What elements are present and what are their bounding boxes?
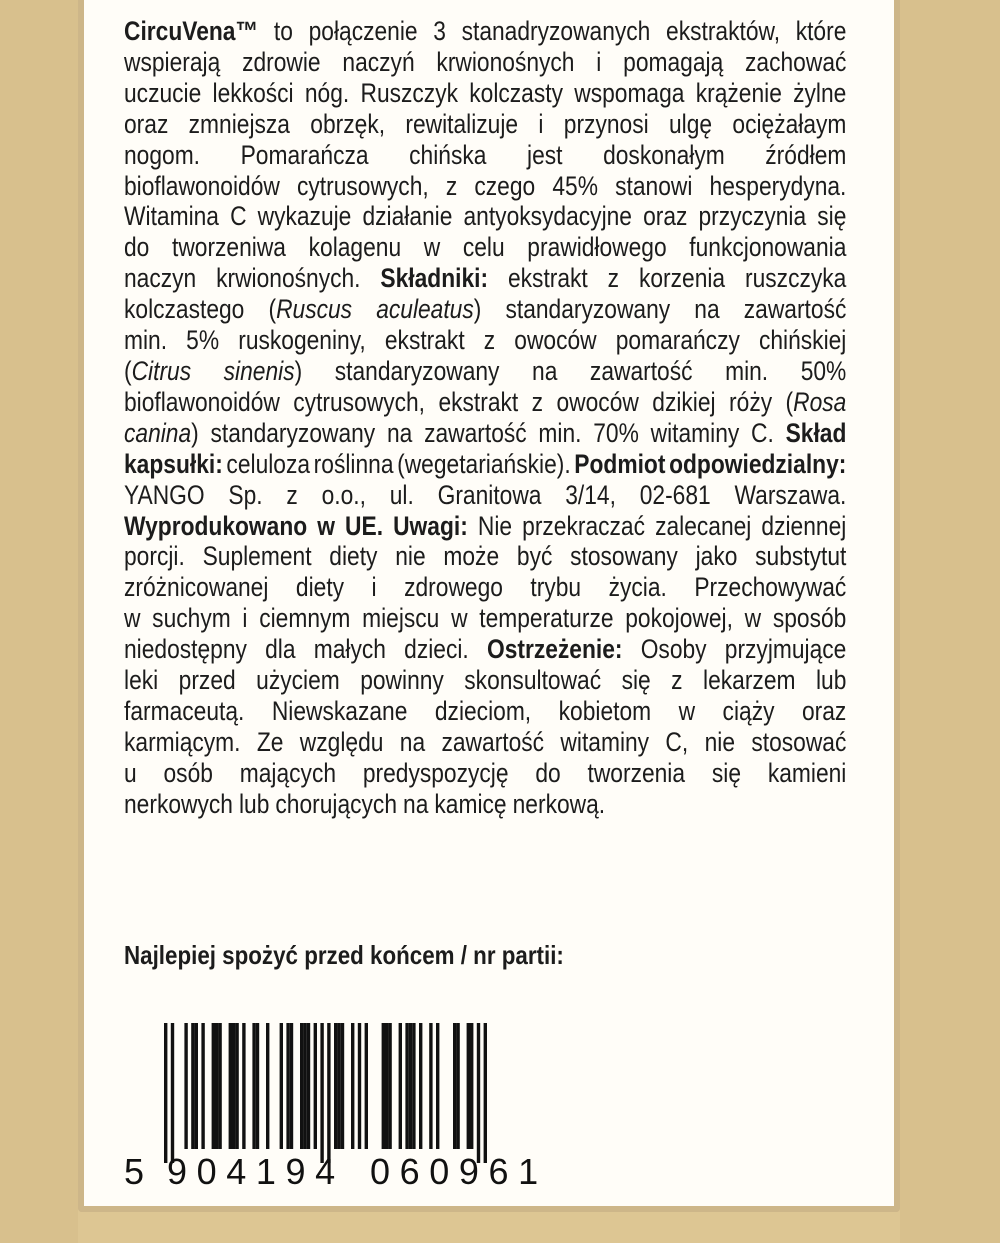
text-line	[124, 789, 846, 820]
text-line	[124, 356, 846, 387]
barcode-bar	[388, 1023, 391, 1149]
barcode-bar	[290, 1023, 293, 1149]
text-word: Niewskazane	[271, 695, 408, 726]
barcode-bar	[215, 1023, 218, 1149]
text-word: przekraczać	[522, 510, 645, 541]
text-word: kolczastego	[124, 294, 245, 325]
text-word: leki	[124, 665, 159, 696]
text-word: zmniejsza	[188, 108, 290, 139]
barcode-number	[124, 1151, 554, 1201]
text-word: u	[124, 757, 137, 788]
text-line	[124, 171, 846, 202]
text-line	[124, 109, 846, 140]
text-word: pokojowej,	[625, 603, 733, 634]
text-word: (	[268, 294, 277, 325]
text-word: standaryzowany	[210, 417, 376, 448]
text-word: w	[451, 603, 468, 634]
text-word: stanowi	[615, 170, 693, 201]
text-word: względu	[299, 726, 384, 757]
text-word: kobietom	[558, 695, 652, 726]
text-word: diety	[295, 572, 345, 603]
text-line	[124, 511, 846, 542]
text-word: do	[124, 232, 150, 263]
barcode-bar	[327, 1023, 330, 1163]
text-word: ruskogeniny,	[238, 325, 366, 356]
text-word: dzieciom,	[434, 695, 532, 726]
text-word: 02-681	[639, 479, 711, 510]
text-line	[124, 263, 846, 294]
text-word: Skład	[785, 417, 847, 448]
text-word: Suplement	[202, 541, 312, 572]
barcode-bar	[409, 1023, 412, 1149]
text-line	[124, 294, 846, 325]
text-word: C	[230, 201, 247, 232]
text-word: naczyń	[342, 46, 415, 77]
text-word: Citrus	[131, 355, 192, 386]
text-word: czego	[474, 170, 536, 201]
text-word: )	[294, 355, 303, 386]
text-line	[124, 727, 846, 758]
text-line	[124, 418, 846, 449]
barcode-bar	[201, 1023, 204, 1149]
barcode-bar	[334, 1023, 337, 1149]
text-word: krwionośnych	[436, 46, 575, 77]
barcode-bar	[307, 1023, 310, 1149]
barcode-bar	[218, 1023, 221, 1149]
text-word: przynosi	[563, 108, 649, 139]
text-word: Granitowa	[437, 479, 542, 510]
text-word: witaminy	[650, 417, 740, 448]
text-word: się	[621, 665, 651, 696]
text-line	[124, 232, 846, 263]
barcode-bar	[470, 1023, 473, 1149]
barcode-right-group: 060961	[370, 1151, 548, 1192]
text-word: nogom.	[124, 139, 201, 170]
text-word: predyspozycję	[362, 757, 509, 788]
barcode-bar	[412, 1023, 415, 1149]
barcode-bar	[456, 1023, 459, 1149]
text-word: YANGO	[124, 479, 205, 510]
text-word: z	[531, 386, 544, 417]
barcode-bar	[232, 1023, 235, 1149]
text-word: doskonałym	[603, 139, 725, 170]
text-word: przed	[178, 665, 236, 696]
text-word: stosować	[751, 726, 847, 757]
text-word: niedostępny	[124, 634, 247, 665]
text-word: kapsułki:	[124, 448, 223, 479]
text-word: które	[795, 16, 847, 46]
barcode-bar	[467, 1023, 470, 1149]
text-word: Ruszczyk	[360, 77, 459, 108]
text-word: pomagają	[623, 46, 724, 77]
text-word: Ostrzeżenie:	[486, 634, 623, 665]
text-word: (	[785, 386, 794, 417]
text-word: cytrusowych,	[293, 386, 425, 417]
text-word: C.	[751, 417, 774, 448]
text-line	[124, 325, 846, 356]
barcode-bar	[320, 1023, 323, 1163]
text-word: 45%	[552, 170, 598, 201]
text-word: celu	[462, 232, 505, 263]
text-word: ciąży	[722, 695, 775, 726]
text-word	[224, 356, 303, 387]
text-word: w	[678, 695, 696, 726]
text-word: się	[817, 201, 847, 232]
barcode-bar	[436, 1023, 439, 1149]
text-word: i	[371, 572, 377, 603]
text-line	[124, 696, 846, 727]
text-word: Rosa	[793, 386, 847, 417]
text-word: chorujących	[275, 788, 398, 819]
text-word: oraz	[643, 201, 688, 232]
barcode-bar	[256, 1023, 259, 1149]
barcode-bar	[405, 1023, 408, 1149]
text-word: Uwagi:	[393, 510, 468, 541]
barcode-bar	[358, 1023, 361, 1149]
text-word: krążenie	[695, 77, 782, 108]
text-word: nerkową.	[512, 788, 606, 819]
barcode-bar	[382, 1023, 385, 1149]
text-word: na	[532, 355, 558, 386]
best-before-label: Najlepiej spożyć przed końcem / nr partii:	[124, 940, 564, 970]
text-word: witaminy	[560, 726, 650, 757]
text-word	[376, 294, 481, 325]
text-word: żylne	[793, 77, 847, 108]
text-word: rewitalizuje	[405, 108, 519, 139]
text-word: może	[443, 541, 500, 572]
text-word: hesperydyna.	[709, 170, 847, 201]
product-description	[124, 16, 846, 820]
text-word: z	[607, 263, 620, 294]
text-word: zawartość	[441, 726, 545, 757]
text-word: sposób	[772, 603, 847, 634]
text-word: karmiącym.	[124, 726, 241, 757]
text-word: pomarańczy	[615, 325, 740, 356]
barcode-bar	[351, 1023, 354, 1149]
text-word: standaryzowany	[334, 355, 500, 386]
text-word: standaryzowany	[505, 294, 671, 325]
barcode-bar	[399, 1023, 402, 1149]
text-word: farmaceutą.	[124, 695, 245, 726]
barcode-bar	[341, 1023, 344, 1149]
text-line	[124, 449, 846, 480]
text-word: dzikiej	[652, 386, 716, 417]
text-word: chińska	[409, 139, 487, 170]
barcode-bar	[300, 1023, 303, 1149]
text-word: zdrowie	[242, 46, 321, 77]
barcode-bar	[191, 1023, 194, 1149]
barcode-bars	[124, 1023, 554, 1163]
text-word: na	[694, 294, 720, 325]
text-line	[124, 665, 846, 696]
text-line	[124, 541, 846, 572]
text-word: z	[671, 665, 683, 696]
barcode-bar	[171, 1023, 174, 1163]
text-word: połączenie	[308, 16, 418, 46]
text-word: kamieni	[767, 757, 847, 788]
text-word: ulgę	[668, 108, 713, 139]
text-word	[124, 356, 191, 387]
text-word: Wyprodukowano	[124, 510, 308, 541]
text-word: zawartość	[589, 355, 693, 386]
barcode	[124, 1023, 554, 1193]
text-word: na	[386, 417, 413, 448]
barcode-bar	[303, 1023, 306, 1149]
text-word: Ruscus	[276, 294, 353, 325]
text-word: Ze	[256, 726, 284, 757]
text-word: min.	[725, 355, 769, 386]
text-word: na	[399, 726, 426, 757]
text-word: użyciem	[256, 665, 340, 696]
barcode-left-group: 904194	[167, 1151, 345, 1192]
text-word: do	[535, 757, 561, 788]
text-word: korzenia	[638, 263, 726, 294]
barcode-bar	[314, 1023, 317, 1149]
text-word: Warszawa.	[734, 479, 847, 510]
text-word: w	[317, 510, 335, 541]
text-word: ociężałaym	[732, 108, 847, 139]
text-word: )	[473, 294, 482, 325]
text-word: roślinna	[313, 448, 394, 479]
text-word: 3/14,	[565, 479, 616, 510]
text-word: powinny	[360, 665, 444, 696]
barcode-bar	[184, 1023, 187, 1149]
text-word: Pomarańcza	[240, 139, 369, 170]
text-word: lekarzem	[703, 665, 796, 696]
text-word: Sp.	[228, 479, 263, 510]
text-word: 5%	[186, 325, 220, 356]
text-word: ekstrakt	[507, 263, 588, 294]
text-word: mających	[239, 757, 337, 788]
text-word: naczyn	[124, 263, 197, 294]
text-line	[124, 16, 846, 47]
text-word: substytut	[755, 541, 847, 572]
text-word	[124, 418, 199, 449]
text-word: tworzenia	[587, 757, 686, 788]
text-word: i	[242, 603, 248, 634]
text-word: lub	[238, 788, 270, 819]
text-word	[786, 387, 847, 418]
text-word: uczucie	[124, 77, 202, 108]
text-word: być	[516, 541, 553, 572]
text-word: działanie	[362, 201, 453, 232]
text-word: przyjmujące	[724, 634, 847, 665]
text-line	[124, 201, 846, 232]
barcode-bar	[164, 1023, 167, 1163]
text-word: na	[403, 788, 429, 819]
text-line	[124, 603, 846, 634]
text-word: jest	[527, 139, 563, 170]
text-word: bioflawonoidów	[124, 386, 280, 417]
text-word: wspierają	[124, 46, 221, 77]
product-label	[78, 0, 900, 1212]
barcode-bar	[385, 1023, 388, 1149]
text-word: bioflawonoidów	[124, 170, 280, 201]
text-word: stosowany	[570, 541, 678, 572]
text-word: dzieci.	[404, 634, 469, 665]
text-word: przyczynia	[698, 201, 807, 232]
text-word: zawartość	[424, 417, 527, 448]
text-word: i	[596, 46, 602, 77]
text-word: owoców	[556, 386, 639, 417]
text-word: lub	[815, 665, 847, 696]
text-word: źródłem	[765, 139, 847, 170]
text-word: Nie	[477, 510, 513, 541]
text-word	[268, 294, 352, 325]
text-word: 50%	[800, 355, 847, 386]
barcode-bar	[286, 1023, 289, 1149]
text-word: osób	[163, 757, 213, 788]
text-word: życia.	[608, 572, 667, 603]
barcode-bar	[337, 1023, 340, 1149]
text-word: Podmiot	[574, 448, 666, 479]
text-word: porcji.	[124, 541, 185, 572]
text-word: ekstraktów,	[666, 16, 781, 46]
text-word: o.o.,	[321, 479, 366, 510]
barcode-bar	[365, 1023, 368, 1149]
text-word: suchym	[152, 603, 231, 634]
barcode-bar	[212, 1023, 215, 1149]
text-word: zdrowego	[404, 572, 503, 603]
text-word: min.	[124, 325, 168, 356]
text-word: trybu	[530, 572, 582, 603]
packaging-edge-left	[0, 0, 78, 1243]
text-word: dla	[265, 634, 296, 665]
text-word: w	[124, 603, 141, 634]
text-word: funkcjonowania	[689, 232, 847, 263]
text-word: chińskiej	[758, 325, 847, 356]
text-word: małych	[313, 634, 386, 665]
text-word: kamicę	[434, 788, 507, 819]
text-word: w	[423, 232, 441, 263]
barcode-bar	[453, 1023, 456, 1149]
packaging-edge-right	[900, 0, 1000, 1243]
text-word: celuloza	[226, 448, 311, 479]
text-word: oraz	[801, 695, 847, 726]
text-word: zróżnicowanej	[124, 572, 269, 603]
text-word: z	[286, 479, 298, 510]
text-word: nerkowych	[124, 788, 233, 819]
barcode-bar	[429, 1023, 432, 1149]
text-word: (wegetariańskie).	[397, 448, 571, 479]
text-word: Witamina	[124, 201, 219, 232]
text-word: róży	[729, 386, 773, 417]
barcode-bar	[266, 1023, 269, 1149]
text-word: min.	[538, 417, 582, 448]
text-word: z	[483, 325, 496, 356]
text-word: prawidłowego	[527, 232, 667, 263]
text-word: (	[124, 355, 132, 386]
text-word: w	[744, 603, 762, 634]
text-word: ekstrakt	[438, 386, 519, 417]
text-word: aculeatus	[376, 294, 474, 325]
text-word: canina	[124, 417, 192, 448]
text-word: wykazuje	[257, 201, 352, 232]
text-word: ciemnym	[259, 603, 351, 634]
text-line	[124, 572, 846, 603]
text-line	[124, 634, 846, 665]
barcode-first-digit: 5	[124, 1151, 145, 1192]
text-word: krwionośnych.	[216, 263, 361, 294]
text-word: 70%	[593, 417, 639, 448]
text-word: to	[273, 16, 293, 46]
barcode-bar	[229, 1023, 232, 1149]
text-word: obrzęk,	[310, 108, 386, 139]
text-word: z	[445, 170, 458, 201]
text-word: miejscu	[362, 603, 440, 634]
text-line	[124, 78, 846, 109]
text-word: Osoby	[640, 634, 707, 665]
text-word: owoców	[514, 325, 597, 356]
text-word: oraz	[124, 108, 169, 139]
barcode-bar	[242, 1023, 245, 1149]
text-word: antyoksydacyjne	[463, 201, 632, 232]
barcode-bar	[195, 1023, 198, 1149]
text-word: ekstrakt	[384, 325, 465, 356]
barcode-bar	[252, 1023, 255, 1149]
text-word: stanadryzowanych	[461, 16, 651, 46]
text-word: Przechowywać	[694, 572, 847, 603]
barcode-bar	[419, 1023, 422, 1149]
text-word: 3	[433, 16, 446, 46]
text-word: zachować	[745, 46, 847, 77]
text-word: diety	[329, 541, 378, 572]
text-word: kolczasty	[469, 77, 563, 108]
text-word: nóg.	[304, 77, 350, 108]
text-word: tworzeniwa	[171, 232, 286, 263]
text-line	[124, 758, 846, 789]
barcode-bar	[280, 1023, 283, 1149]
text-word: i	[538, 108, 544, 139]
text-word: C,	[665, 726, 689, 757]
text-word: sinenis	[223, 355, 295, 386]
barcode-bar	[477, 1023, 480, 1163]
text-word: )	[191, 417, 199, 448]
text-word: wspomaga	[574, 77, 685, 108]
barcode-bar	[484, 1023, 487, 1163]
text-word: cytrusowych,	[296, 170, 429, 201]
text-line	[124, 387, 846, 418]
text-word: zawartość	[743, 294, 847, 325]
text-word: zalecanej	[655, 510, 752, 541]
text-word: dziennej	[761, 510, 847, 541]
text-word: temperaturze	[479, 603, 614, 634]
text-line	[124, 140, 846, 171]
text-word: odpowiedzialny:	[669, 448, 847, 479]
text-line	[124, 47, 846, 78]
text-word: się	[711, 757, 742, 788]
text-word: kolagenu	[308, 232, 402, 263]
text-word: CircuVena™	[124, 16, 259, 46]
text-word: ruszczyka	[745, 263, 847, 294]
text-word: nie	[395, 541, 426, 572]
text-word: ul.	[389, 479, 414, 510]
text-word: Składniki:	[380, 263, 489, 294]
text-line	[124, 480, 846, 511]
text-word: lekkości	[212, 77, 294, 108]
text-word: nie	[704, 726, 736, 757]
barcode-bar	[235, 1023, 238, 1149]
text-word: jako	[695, 541, 738, 572]
text-word: skonsultować	[464, 665, 602, 696]
text-word: UE.	[345, 510, 384, 541]
